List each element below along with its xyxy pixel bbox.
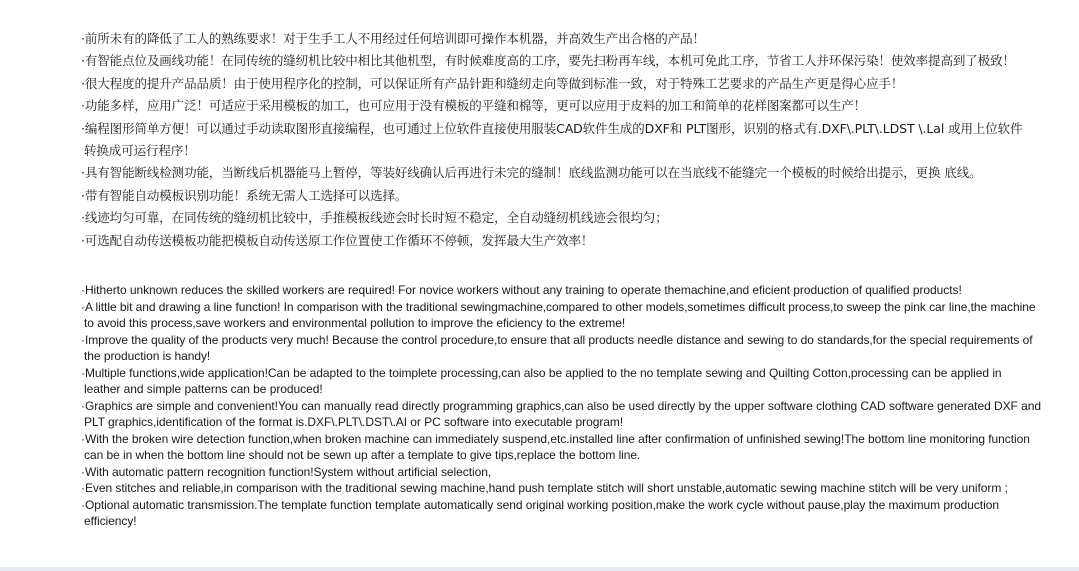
cn-feature-item: ·线迹均匀可靠，在同传统的缝纫机比较中，手推模板线迹会时长时短不稳定，全自动缝纫机线迹会很均匀；: [81, 210, 668, 226]
cn-feature-item: ·具有智能断线检测功能，当断线后机器能马上暂停，等装好线确认后再进行未完的缝制！底线监测功能可以在当底线不能缝完一个模板的时候给出提示，更换 底线。: [81, 165, 982, 181]
en-feature-item: ·Improve the quality of the products very much! Because the control procedure,to ensure that all products needle distance and sewing to do standards,for the special requirements of the production is handy!: [81, 332, 1033, 363]
cn-feature-item: ·前所未有的降低了工人的熟练要求！对于生手工人不用经过任何培训即可操作本机器，并高效生产出合格的产品！: [81, 31, 705, 46]
cn-feature-item: ·可选配自动传送模板功能把模板自动传送原工作位置使工作循环不停顿，发挥最大生产效率！: [81, 232, 594, 248]
cn-feature-item: ·带有智能自动模板识别功能！系统无需人工选择可以选择。: [81, 187, 408, 203]
cn-feature-item: ·很大程度的提升产品品质！由于使用程序化的控制，可以保证所有产品针距和缝纫走向等做到标准一致，对于特殊工艺要求的产品生产更是得心应手！: [81, 75, 904, 91]
english-feature-list: [81, 282, 1041, 530]
cn-feature-item: ·功能多样，应用广泛！可适应于采用模板的加工，也可应用于没有模板的平缝和棉等，更可以应用于皮料的加工和简单的花样图案都可以生产！: [81, 98, 867, 114]
en-feature-item: ·Graphics are simple and convenient!You can manually read directly programming graphics,can also be used directly by the upper software clothing CAD software generated DXF and PLT graphics,identification of the format is.DXF\.PLT\.DST\.AI or PC software into executable program!: [81, 398, 1041, 429]
en-feature-item: ·With the broken wire detection function,when broken machine can immediately suspend,etc.installed line after confirmation of unfinished sewing!The bottom line monitoring function can be in when the bottom line should not be sewn up after a template to give tips,replace the bottom line.: [81, 431, 1030, 462]
en-feature-item: ·Hitherto unknown reduces the skilled workers are required! For novice workers without any training to operate themachine,and eficient production of qualified products!: [81, 283, 962, 297]
cn-feature-item: ·有智能点位及画线功能！在同传统的缝纫机比较中相比其他机型，有时候难度高的工序，要先扫粉再车线，本机可免此工序，节省工人并环保污染！使效率提高到了极致！: [81, 53, 1015, 69]
bottom-divider: [0, 567, 1079, 571]
en-feature-item: ·A little bit and drawing a line function! In comparison with the traditional sewingmachine,compared to other models,sometimes difficult process,to sweep the pink car line,the machine to avoid this process,save workers and environmental pollution to improve the eficiency to the extreme!: [81, 299, 1036, 330]
cn-feature-item-continuation: [81, 140, 1041, 162]
en-feature-item: ·Multiple functions,wide application!Can be adapted to the toimplete processing,can also be applied to the no template sewing and Quilting Cotton,processing can be applied in leather and simple patterns can be produced!: [81, 365, 1002, 396]
en-feature-item: ·With automatic pattern recognition function!System without artificial selection,: [81, 464, 492, 479]
chinese-feature-list: [81, 28, 1041, 252]
en-feature-item: ·Even stitches and reliable,in comparison with the traditional sewing machine,hand push template stitch will short unstable,automatic sewing machine stitch will be very uniform ;: [81, 481, 1008, 495]
en-feature-item: ·Optional automatic transmission.The template function template automatically send original working position,make the work cycle without pause,play the maximum production efficiency!: [81, 497, 999, 528]
cn-feature-item: ·编程图形简单方便！可以通过手动读取图形直接编程，也可通过上位软件直接使用服装CAD软件生成的DXF和 PLT图形，识别的格式有.DXF\.PLT\.LDST \.Lal 或用上位软件: [81, 120, 1023, 136]
cn-feature-continuation-text: 转换成可运行程序！: [84, 143, 196, 159]
